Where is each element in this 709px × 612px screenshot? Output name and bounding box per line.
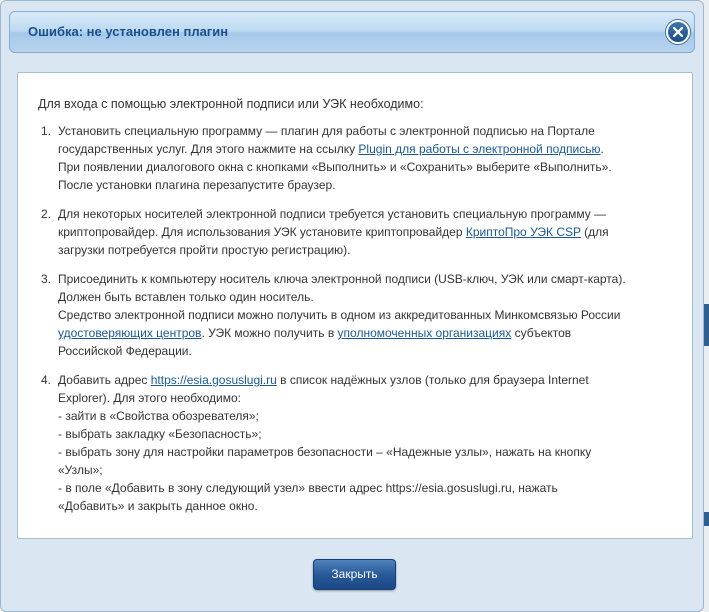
instruction-item-1 bbox=[38, 122, 668, 194]
item-text: . bbox=[600, 142, 604, 156]
item-line: После установки плагина перезапустите браузер. bbox=[58, 178, 336, 192]
item-line: Должен быть вставлен только один носитель. bbox=[58, 290, 314, 304]
close-icon[interactable] bbox=[666, 20, 690, 44]
item-text: . УЭК можно получить в bbox=[201, 326, 338, 340]
item-line bbox=[58, 223, 668, 241]
item-line: При появлении диалогового окна с кнопками «Выполнить» и «Сохранить» выберите «Выполнить». bbox=[58, 160, 612, 174]
item-line: загрузки потребуется пройти простую регистрацию). bbox=[58, 243, 351, 257]
item-line: Средство электронной подписи можно получить в одном из аккредитованных Минкомсвязью России bbox=[58, 308, 621, 322]
item-line: - в поле «Добавить в зону следующий узел» ввести адрес https://esia.gosuslugi.ru, нажать bbox=[58, 481, 558, 495]
cryptopro-link[interactable]: КриптоПро УЭК CSP bbox=[465, 225, 581, 239]
item-line bbox=[58, 371, 668, 389]
item-line: - выбрать закладку «Безопасность»; bbox=[58, 427, 262, 441]
item-number: 3. bbox=[41, 272, 52, 286]
item-text: Добавить адрес bbox=[58, 373, 151, 387]
item-text: криптопровайдер. Для использования УЭК установите криптопровайдер bbox=[58, 225, 466, 239]
item-text: (для bbox=[580, 225, 609, 239]
item-line: Explorer). Для этого необходимо: bbox=[58, 391, 242, 405]
item-text: государственных услуг. Для этого нажмите на ссылку bbox=[58, 142, 359, 156]
item-line: - зайти в «Свойства обозревателя»; bbox=[58, 409, 259, 423]
certification-centers-link[interactable]: удостоверяющих центров bbox=[58, 326, 202, 340]
item-number: 4. bbox=[41, 373, 52, 387]
item-line: - выбрать зону для настройки параметров безопасности – «Надежные узлы», нажать на кнопку bbox=[58, 445, 592, 459]
item-line bbox=[58, 324, 668, 342]
dialog-title: Ошибка: не установлен плагин bbox=[28, 24, 229, 39]
item-line: Российской Федерации. bbox=[58, 344, 192, 358]
instruction-item-4 bbox=[38, 371, 668, 515]
plugin-download-link[interactable]: Plugin для работы с электронной подписью bbox=[358, 142, 601, 156]
item-text: субъектов bbox=[511, 326, 572, 340]
instruction-list bbox=[38, 122, 668, 515]
item-text: в список надёжных узлов (только для браузера Internet bbox=[276, 373, 589, 387]
close-button[interactable]: Закрыть bbox=[313, 559, 396, 590]
item-line: «Узлы»; bbox=[58, 463, 103, 477]
dialog-titlebar bbox=[9, 11, 695, 53]
esia-link[interactable]: https://esia.gosuslugi.ru bbox=[150, 373, 277, 387]
item-line: Для некоторых носителей электронной подписи требуется установить специальную программу — bbox=[58, 207, 607, 221]
instruction-item-3 bbox=[38, 270, 668, 360]
authorized-organizations-link[interactable]: уполномоченных организациях bbox=[337, 326, 512, 340]
dialog-content bbox=[17, 72, 693, 539]
item-line: «Добавить» и закрыть данное окно. bbox=[58, 499, 258, 513]
item-number: 2. bbox=[41, 207, 52, 221]
intro-text: Для входа с помощью электронной подписи или УЭК необходимо: bbox=[38, 97, 424, 111]
item-line bbox=[58, 140, 668, 158]
instruction-item-2 bbox=[38, 205, 668, 259]
item-line: Установить специальную программу — плагин для работы с электронной подписью на Портале bbox=[58, 124, 595, 138]
item-number: 1. bbox=[41, 124, 52, 138]
item-line: Присоединить к компьютеру носитель ключа электронной подписи (USB-ключ, УЭК или смарт-карта). bbox=[58, 272, 626, 286]
close-x-glyph bbox=[671, 25, 685, 39]
